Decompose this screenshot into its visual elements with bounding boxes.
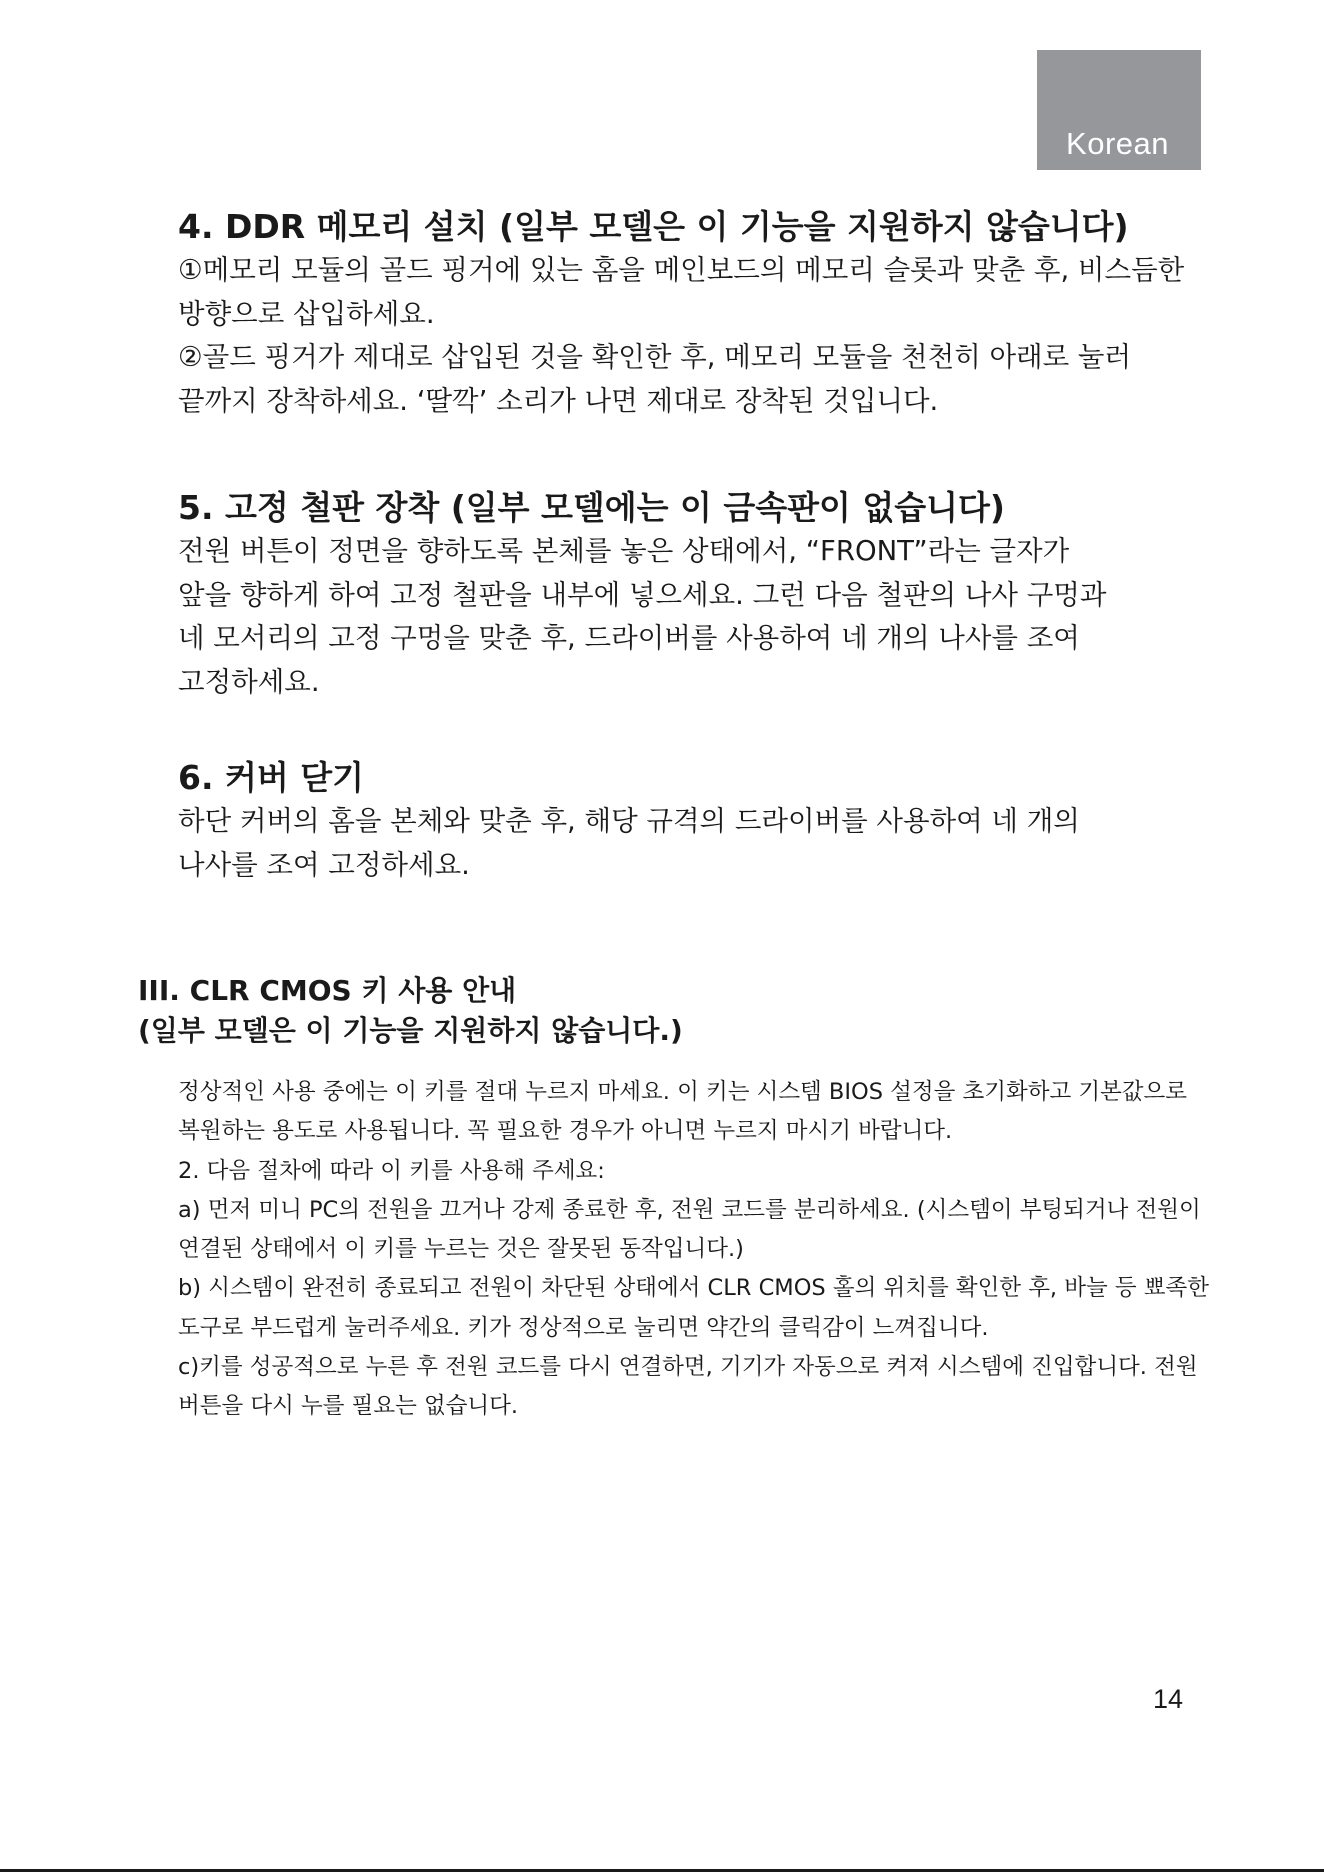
language-tab-label: Korean <box>1066 126 1169 161</box>
chapter-title: III. CLR CMOS 키 사용 안내 <box>138 974 517 1007</box>
body-line: ②골드 핑거가 제대로 삽입된 것을 확인한 후, 메모리 모듈을 천천히 아래로 눌러 <box>178 341 1132 373</box>
body-line: 하단 커버의 홈을 본체와 맞춘 후, 해당 규격의 드라이버를 사용하여 네 개의 <box>178 805 1080 837</box>
language-tab <box>1037 50 1201 170</box>
body-line: 전원 버튼이 정면을 향하도록 본체를 놓은 상태에서, “FRONT”라는 글자가 <box>178 535 1070 567</box>
instruction-line: a) 먼저 미니 PC의 전원을 끄거나 강제 종료한 후, 전원 코드를 분리하세요. (시스템이 부팅되거나 전원이 <box>178 1196 1201 1223</box>
instruction-line: 복원하는 용도로 사용됩니다. 꼭 필요한 경우가 아니면 누르지 마시기 바랍니다. <box>178 1118 953 1145</box>
instruction-line: 정상적인 사용 중에는 이 키를 절대 누르지 마세요. 이 키는 시스템 BIOS 설정을 초기화하고 기본값으로 <box>178 1079 1188 1105</box>
clr-cmos-instructions <box>178 1073 1238 1427</box>
body-line: 끝까지 장착하세요. ‘딸깍’ 소리가 나면 제대로 장착된 것입니다. <box>178 384 939 417</box>
chapter-heading <box>138 971 1138 1051</box>
instruction-line: 2. 다음 절차에 따라 이 키를 사용해 주세요: <box>178 1157 605 1184</box>
body-line: 네 모서리의 고정 구멍을 맞춘 후, 드라이버를 사용하여 네 개의 나사를 조여 <box>178 622 1080 654</box>
section-title: 5. 고정 철판 장착 (일부 모델에는 이 금속판이 없습니다) <box>178 488 1006 527</box>
section-title: 4. DDR 메모리 설치 (일부 모델은 이 기능을 지원하지 않습니다) <box>178 207 1129 246</box>
chapter-subtitle: (일부 모델은 이 기능을 지원하지 않습니다.) <box>138 1014 683 1047</box>
body-line: 앞을 향하게 하여 고정 철판을 내부에 넣으세요. 그런 다음 철판의 나사 구멍과 <box>178 578 1107 611</box>
section-ddr-memory <box>178 205 1238 423</box>
instruction-line: 버튼을 다시 누를 필요는 없습니다. <box>178 1393 519 1420</box>
body-line: 고정하세요. <box>178 665 320 698</box>
instruction-line: b) 시스템이 완전히 종료되고 전원이 차단된 상태에서 CLR CMOS 홀의 위치를 확인한 후, 바늘 등 뾰족한 <box>178 1275 1209 1302</box>
instruction-line: 도구로 부드럽게 눌러주세요. 키가 정상적으로 눌리면 약간의 클릭감이 느껴집니다. <box>178 1314 989 1341</box>
body-line: 나사를 조여 고정하세요. <box>178 848 470 881</box>
section-close-cover <box>178 756 1238 887</box>
section-title: 6. 커버 닫기 <box>178 758 364 797</box>
instruction-line: 연결된 상태에서 이 키를 누르는 것은 잘못된 동작입니다.) <box>178 1236 744 1263</box>
instruction-line: c)키를 성공적으로 누른 후 전원 코드를 다시 연결하면, 기기가 자동으로 켜져 시스템에 진입합니다. 전원 <box>178 1354 1198 1381</box>
section-fixing-plate <box>178 486 1238 704</box>
body-line: 방향으로 삽입하세요. <box>178 297 435 330</box>
body-line: ①메모리 모듈의 골드 핑거에 있는 홈을 메인보드의 메모리 슬롯과 맞춘 후, 비스듬한 <box>178 254 1185 286</box>
page-number: 14 <box>1153 1684 1184 1714</box>
